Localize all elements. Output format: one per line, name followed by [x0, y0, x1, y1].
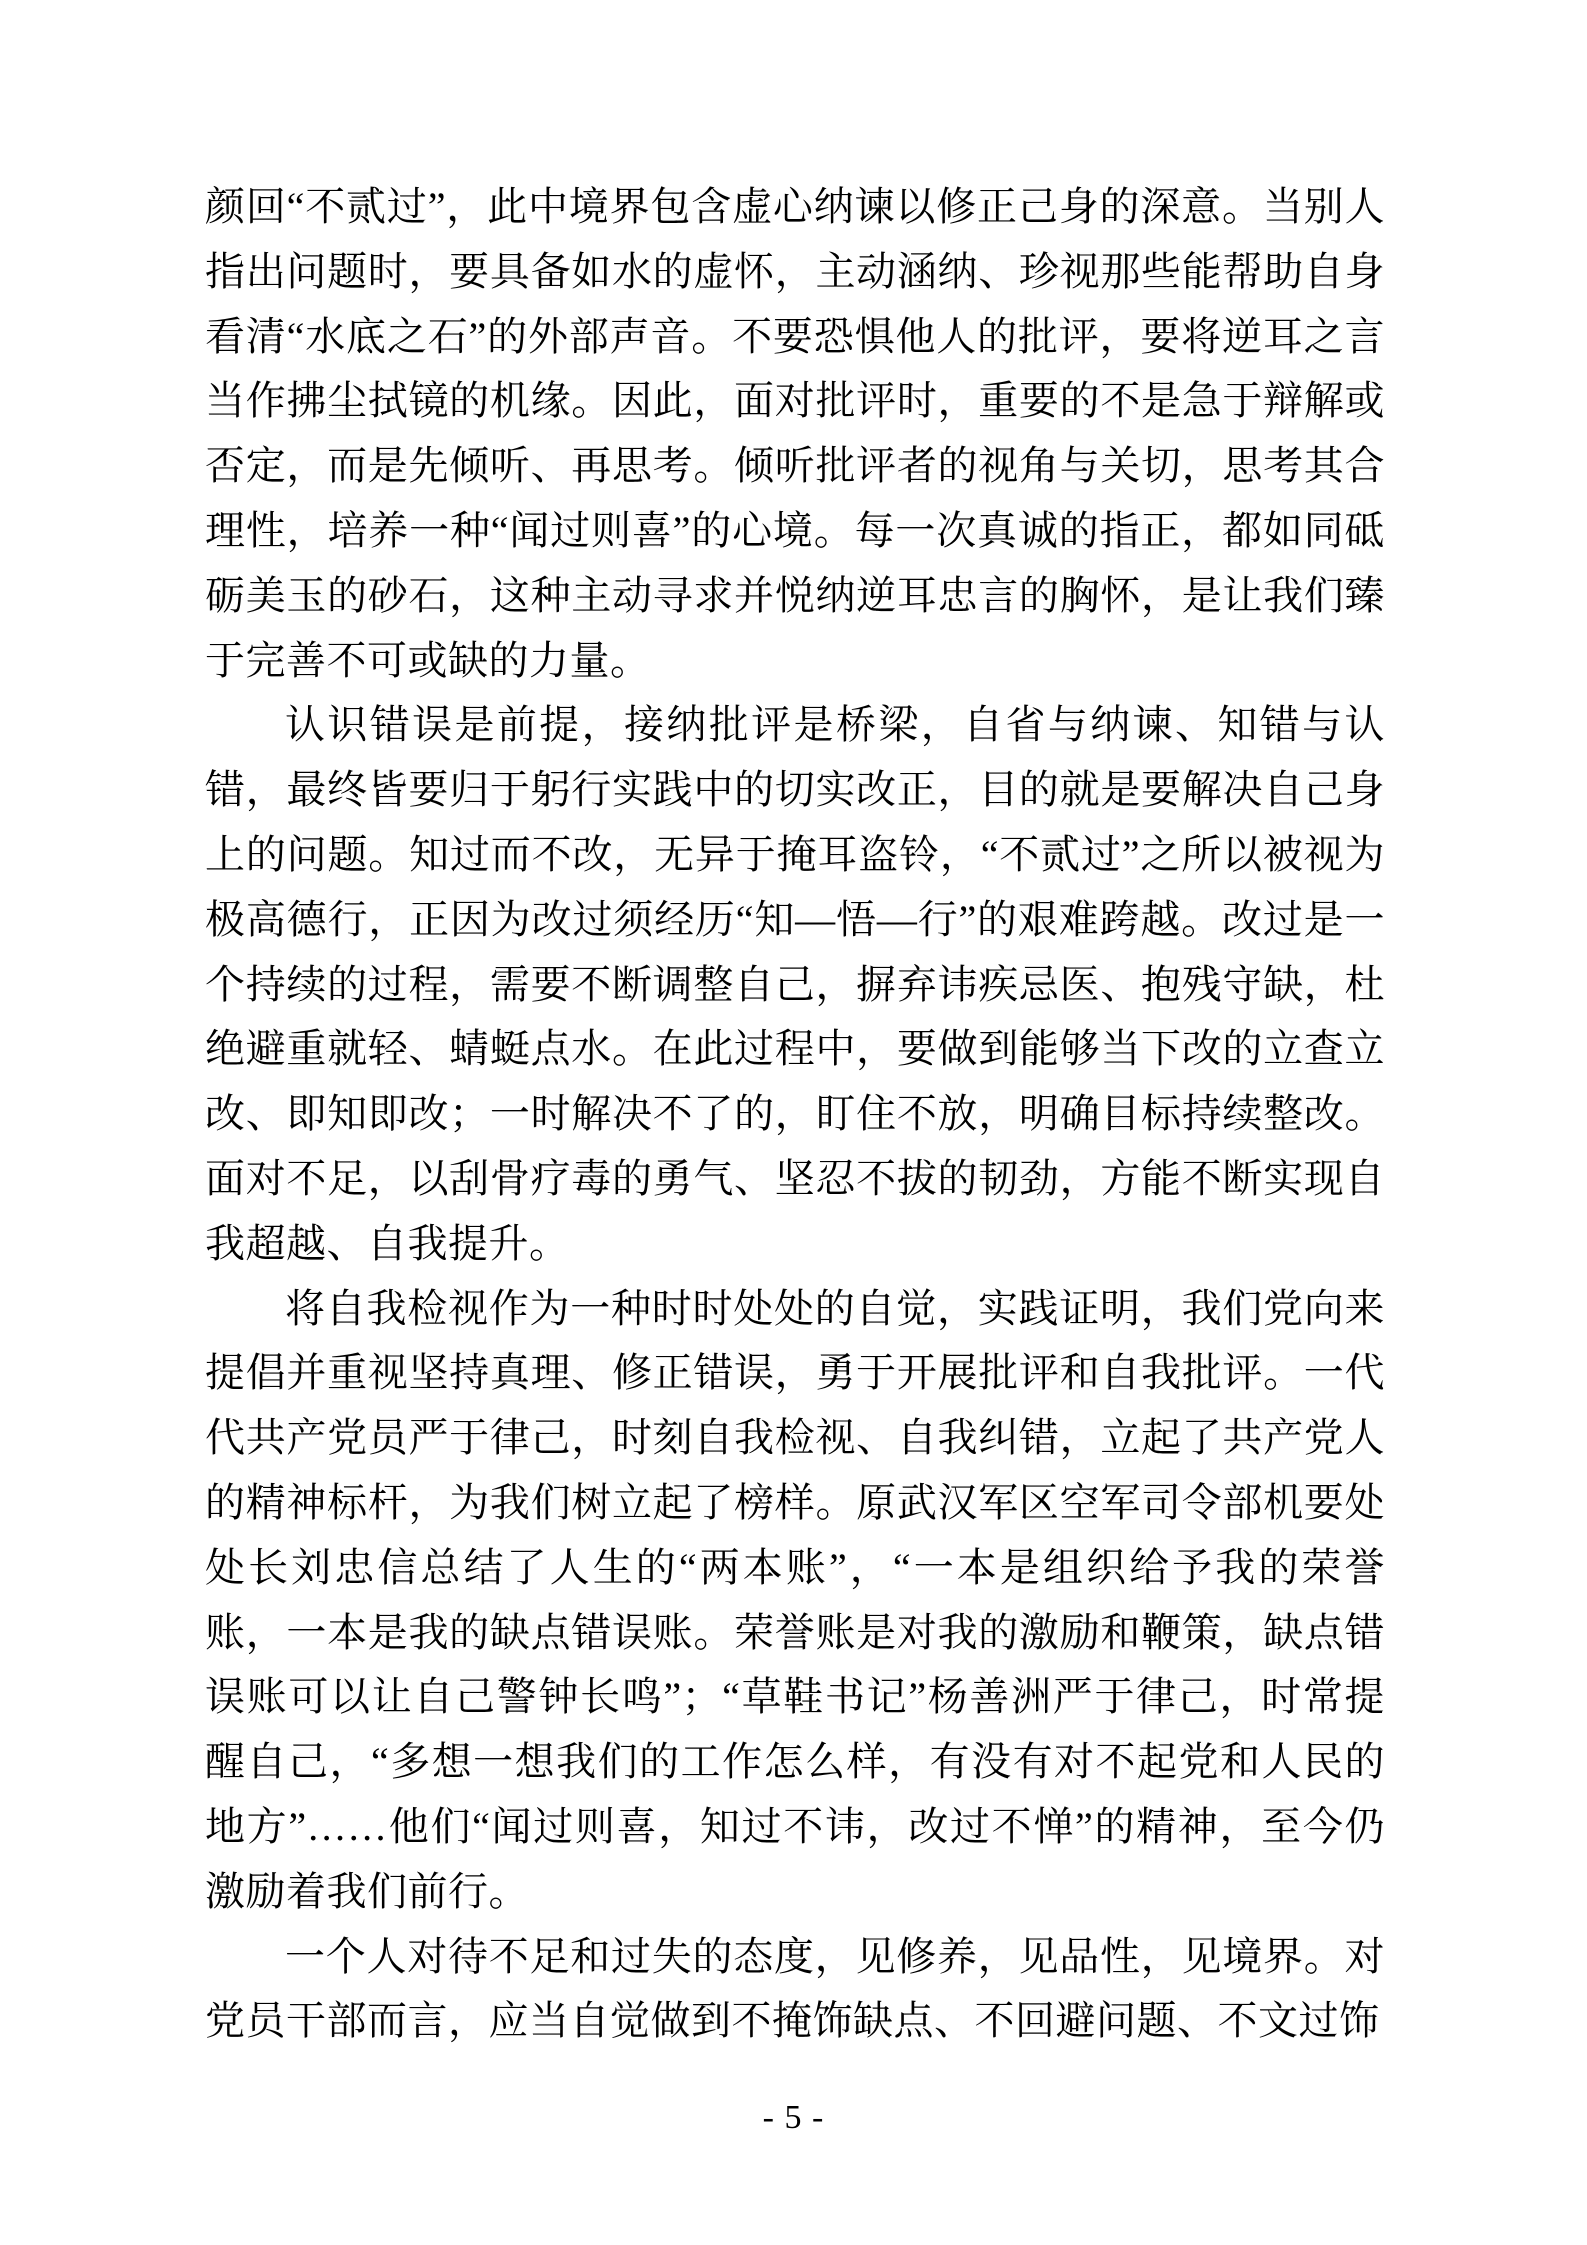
paragraph-4: 一个人对待不足和过失的态度，见修养，见品性，见境界。对党员干部而言，应当自觉做到不掩饰缺点、不回避问题、不文过饰	[205, 1933, 1385, 2044]
page-number: - 5 -	[762, 2099, 825, 2136]
paragraph-3: 将自我检视作为一种时时处处的自觉，实践证明，我们党向来提倡并重视坚持真理、修正错误，勇于开展批评和自我批评。一代代共产党员严于律己，时刻自我检视、自我纠错，立起了共产党人的精神标杆，为我们树立起了榜样。原武汉军区空军司令部机要处处长刘忠信总结了人生的“两本账”，“一本是组织给予我的荣誉账，一本是我的缺点错误账。荣誉账是对我的激励和鞭策，缺点错误账可以让自己警钟长鸣”；“草鞋书记”杨善洲严于律己，时常提醒自己，“多想一想我们的工作怎么样，有没有对不起党和人民的地方”……他们“闻过则喜，知过不讳，改过不惮”的精神，至今仍激励着我们前行。	[205, 1285, 1385, 1914]
page-content	[205, 175, 1385, 2054]
paragraph-2: 认识错误是前提，接纳批评是桥梁，自省与纳谏、知错与认错，最终皆要归于躬行实践中的切实改正，目的就是要解决自己身上的问题。知过而不改，无异于掩耳盗铃，“不贰过”之所以被视为极高德行，正因为改过须经历“知—悟—行”的艰难跨越。改过是一个持续的过程，需要不断调整自己，摒弃讳疾忌医、抱残守缺，杜绝避重就轻、蜻蜓点水。在此过程中，要做到能够当下改的立查立改、即知即改；一时解决不了的，盯住不放，明确目标持续整改。面对不足，以刮骨疗毒的勇气、坚忍不拔的韧劲，方能不断实现自我超越、自我提升。	[205, 702, 1385, 1266]
paragraph-1: 颜回“不贰过”，此中境界包含虚心纳谏以修正己身的深意。当别人指出问题时，要具备如水的虚怀，主动涵纳、珍视那些能帮助自身看清“水底之石”的外部声音。不要恐惧他人的批评，要将逆耳之言当作拂尘拭镜的机缘。因此，面对批评时，重要的不是急于辩解或否定，而是先倾听、再思考。倾听批评者的视角与关切，思考其合理性，培养一种“闻过则喜”的心境。每一次真诚的指正，都如同砥砺美玉的砂石，这种主动寻求并悦纳逆耳忠言的胸怀，是让我们臻于完善不可或缺的力量。	[205, 184, 1385, 683]
